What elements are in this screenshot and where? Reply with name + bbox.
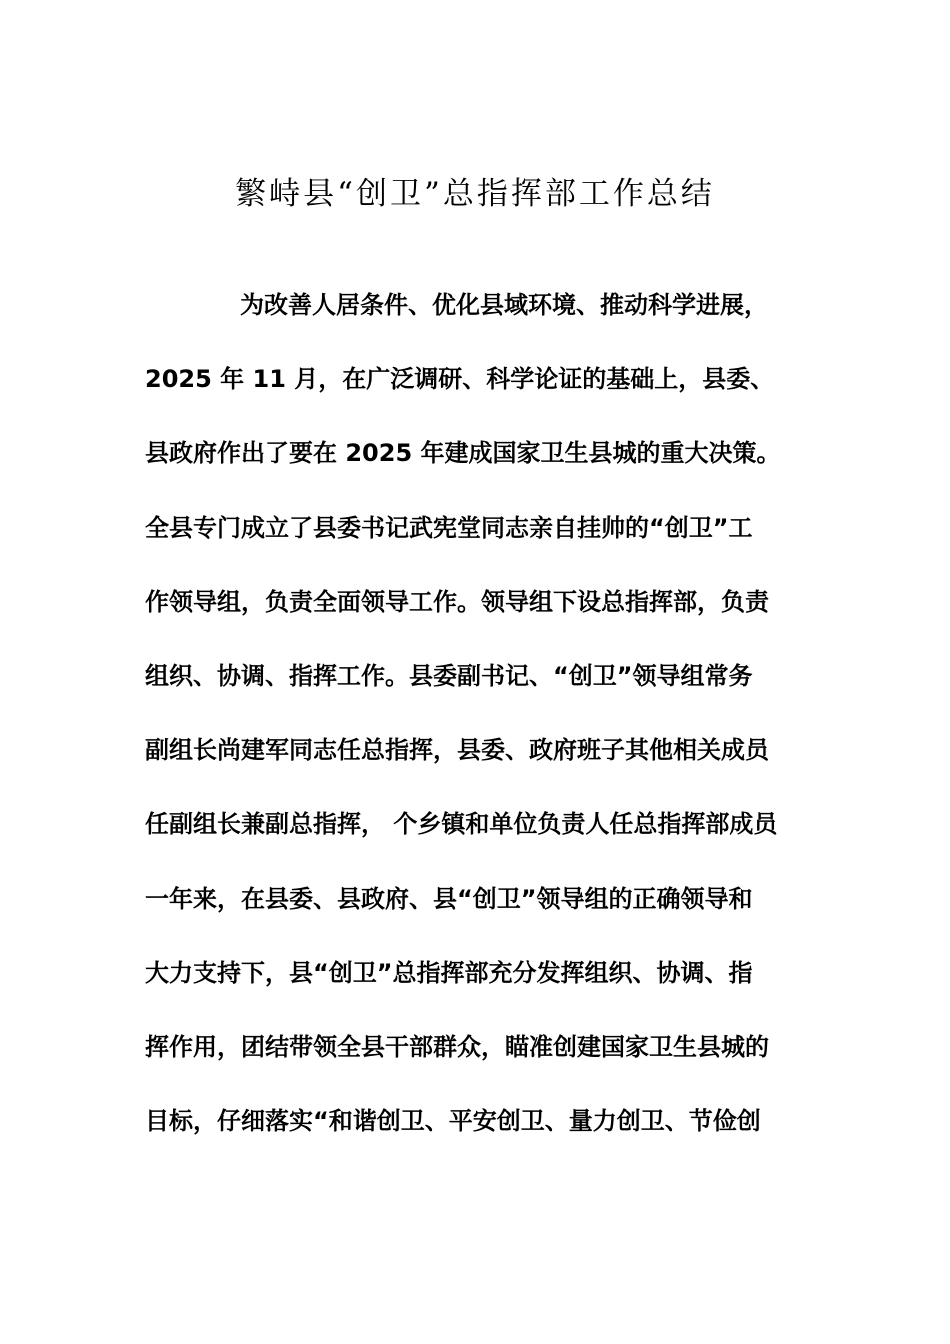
paragraph-line: 2025 年 11 月，在广泛调研、科学论证的基础上，县委、 [145, 365, 775, 394]
paragraph-line: 目标，仔细落实“和谐创卫、平安创卫、量力创卫、节俭创 [145, 1107, 761, 1136]
paragraph-line: 作领导组，负责全面领导工作。领导组下设总指挥部，负责 [145, 587, 769, 616]
paragraph-line: 县政府作出了要在 2025 年建成国家卫生县城的重大决策。 [145, 439, 781, 468]
paragraph-line: 为改善人居条件、优化县域环境、推动科学进展， [240, 291, 768, 319]
paragraph-line: 一年来，在县委、县政府、县“创卫”领导组的正确领导和 [145, 884, 753, 913]
paragraph-line: 全县专门成立了县委书记武宪堂同志亲自挂帅的“创卫”工 [145, 513, 753, 542]
document-title: 繁峙县“创卫”总指挥部工作总结 [235, 175, 715, 212]
paragraph-line: 挥作用，团结带领全县干部群众，瞄准创建国家卫生县城的 [145, 1032, 769, 1061]
paragraph-line: 组织、协调、指挥工作。县委副书记、“创卫”领导组常务 [145, 661, 753, 690]
paragraph-line: 大力支持下，县“创卫”总指挥部充分发挥组织、协调、指 [145, 958, 753, 987]
paragraph-line: 任副组长兼副总指挥， 个乡镇和单位负责人任总指挥部成员 [145, 810, 778, 839]
document-body [145, 279, 835, 1169]
paragraph-line: 副组长尚建军同志任总指挥，县委、政府班子其他相关成员 [145, 736, 769, 765]
